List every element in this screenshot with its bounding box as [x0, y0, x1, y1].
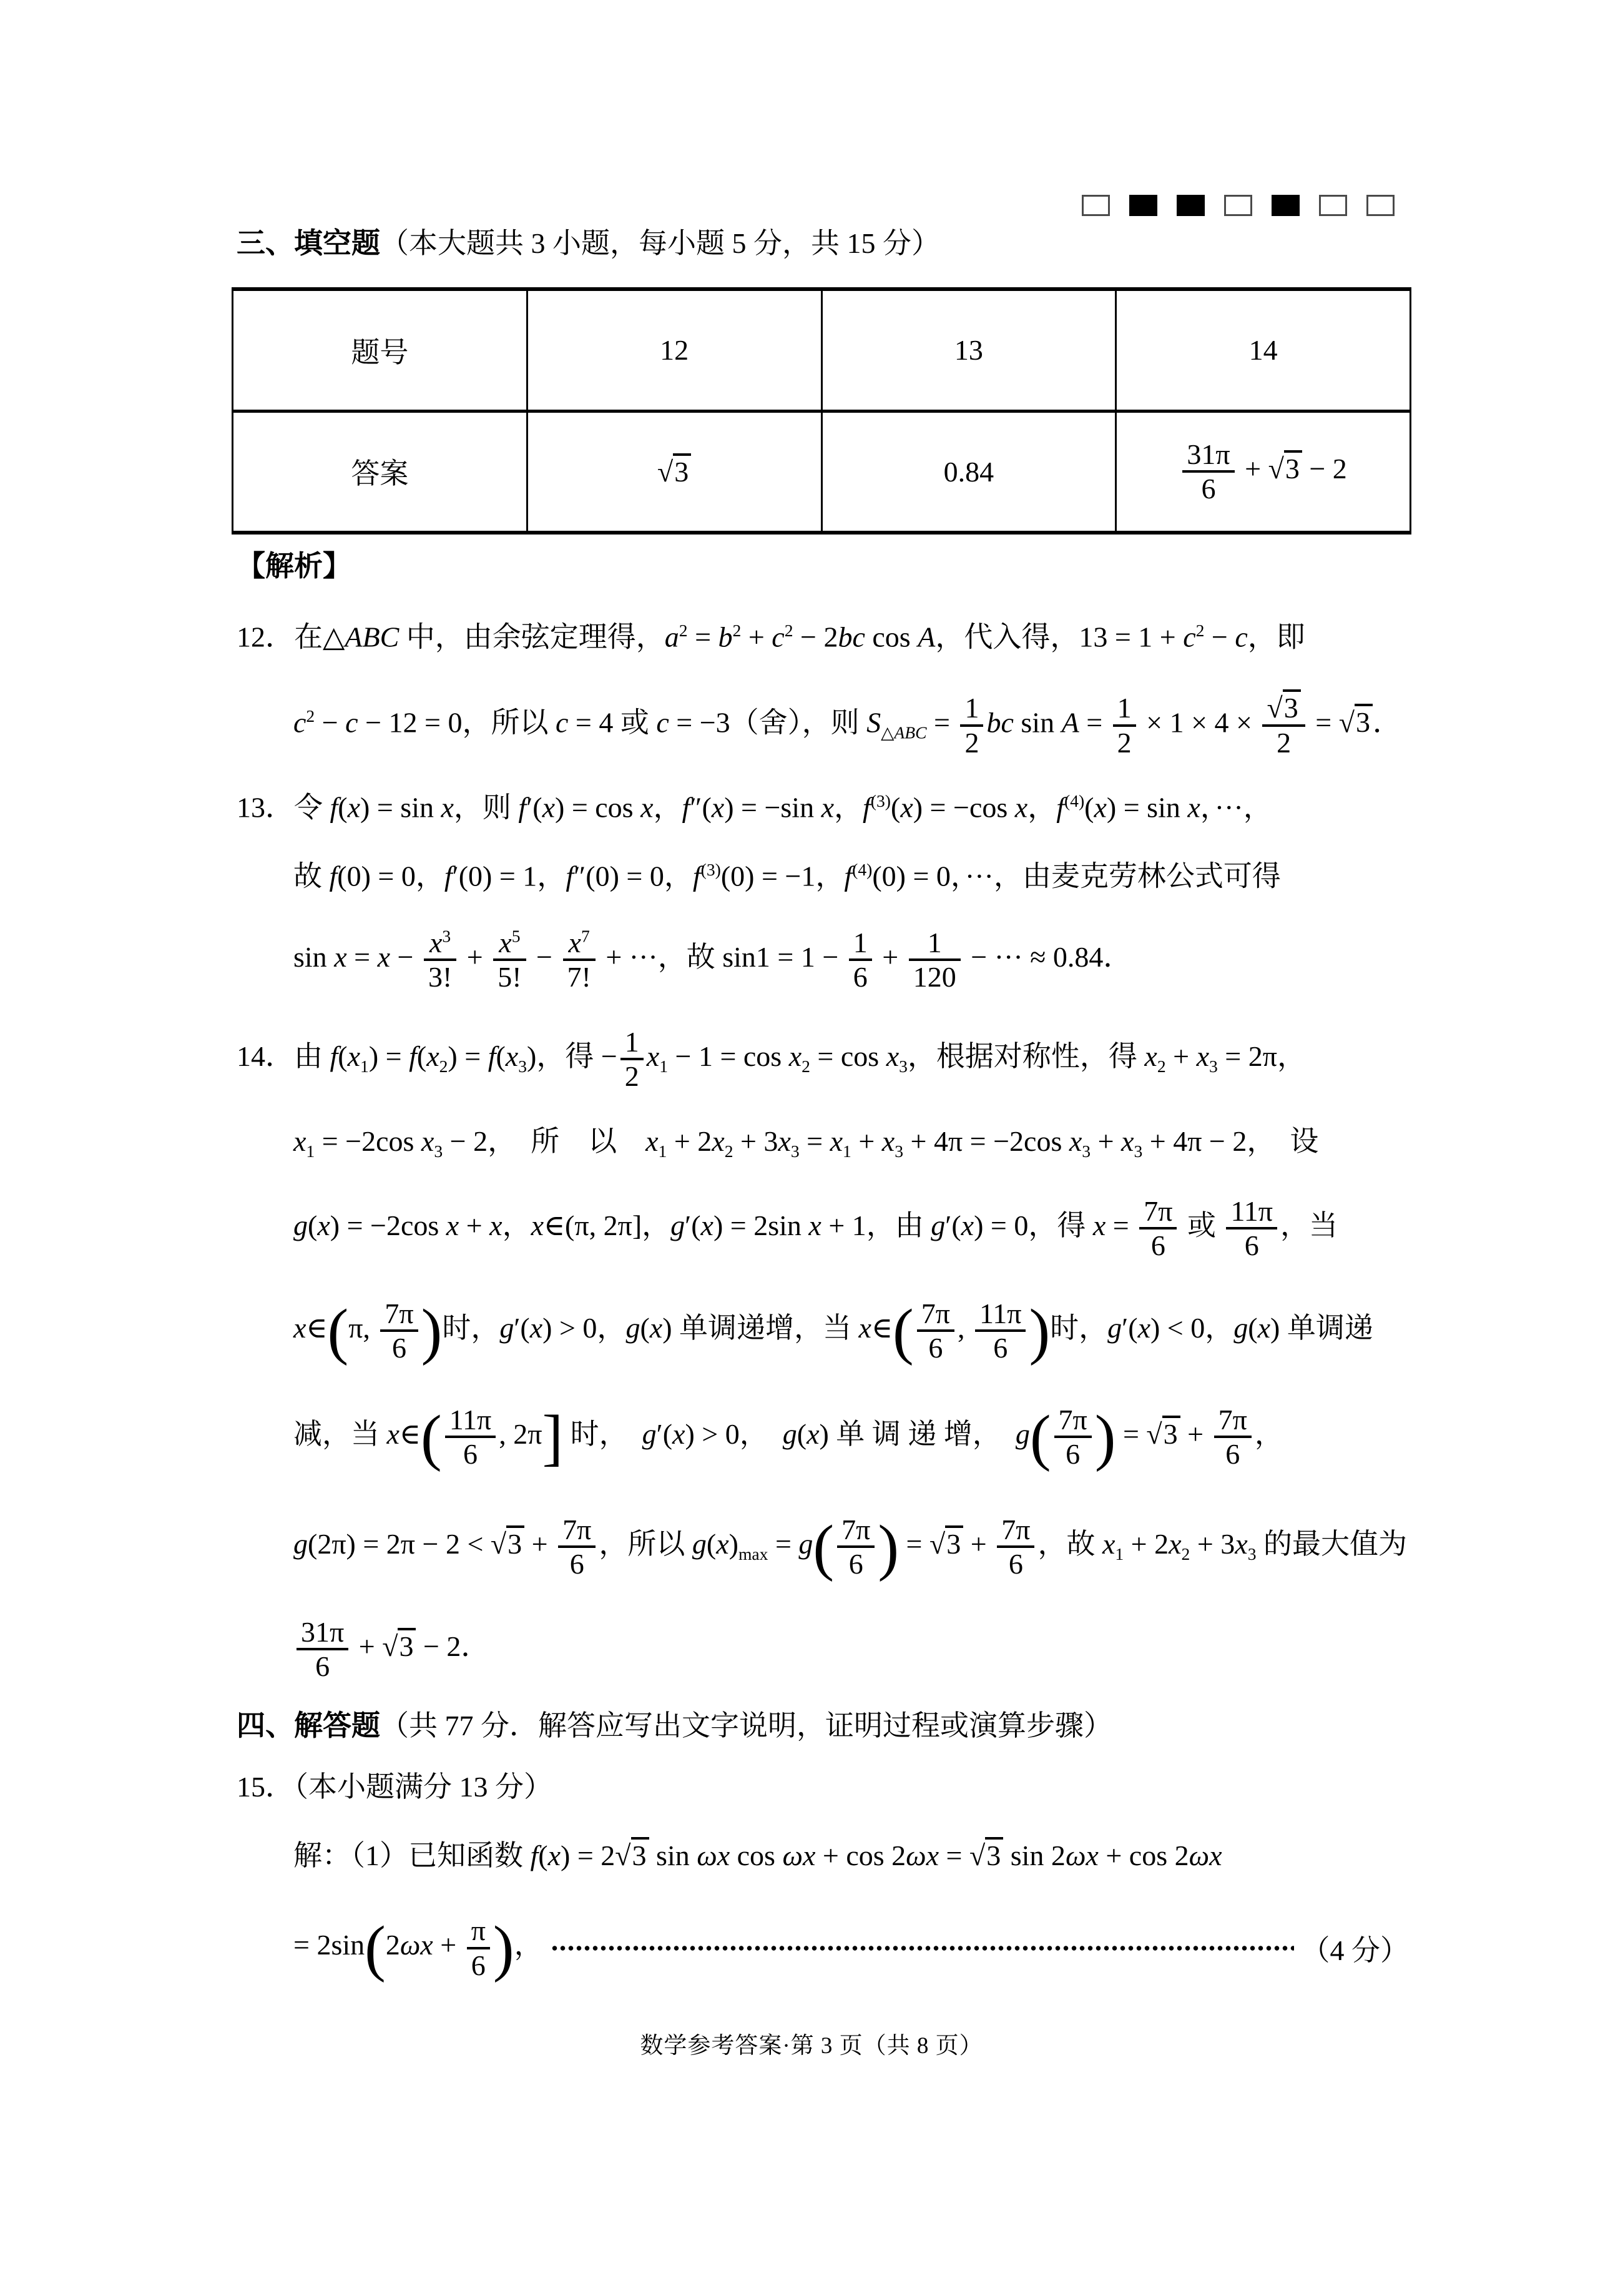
solution-13-line-3: sin x = x − $\frac{x^3}{3!}$ + $\frac{x^5}{5!}$ − $\frac{x^7}{7!}$ + ···，故 sin1 = 1 − $\frac{1}{6}$ + $\frac{1}{120}$ − ··· ≈ 0.84．: [293, 926, 1132, 993]
solution-15-line-2-formula: = 2sin(2ωx + $\frac{\pi}{6}$ )，: [293, 1913, 543, 1983]
table-cell-q14: 14: [1116, 289, 1411, 411]
analysis-label: 【解析】: [237, 550, 351, 582]
score-mark: （4 分）: [1301, 1934, 1409, 1966]
solution-14-line-3: g(x) = −2cos x + x，x∈(π, 2π]，g′(x) = 2sin x + 1，由 g′(x) = 0，得 x = $\frac{7\pi}{6}$ 或 $\frac{11\pi}{6}$ ，当: [293, 1195, 1338, 1262]
indicator-square: [1177, 195, 1205, 216]
section3-title-bold: 三、填空题: [237, 227, 380, 259]
solution-12-line-1: 12．在△ABC 中，由余弦定理得，$a^2 = b^2 + c^2 - 2bc$ cos A，代入得，$13 = 1 + c^2 - c$，即: [237, 621, 1305, 653]
section3-title: [237, 219, 940, 269]
table-answer-row: [233, 411, 1411, 533]
indicator-square: [1129, 195, 1157, 216]
solution-14-line-1: 14．由 $f(x_1) = f(x_2) = f(x_3)$，得 − $\frac{1}{2}$ $x_1 - 1 = \cos x_2 = \cos x_3$，根据对称性，得 $x_2 + x_3 = 2\pi$，: [237, 1025, 1306, 1093]
table-cell-answer-14: $\frac{31\pi}{6}$ + √3 − 2: [1116, 411, 1411, 533]
indicator-square: [1272, 195, 1300, 216]
table-header-row: [233, 289, 1411, 411]
table-cell-question-label: 题号: [233, 289, 527, 411]
table-cell-q12: 12: [527, 289, 821, 411]
indicator-square: [1224, 195, 1252, 216]
table-cell-answer-12: √3: [527, 411, 821, 533]
section4-title-bold: 四、解答题: [237, 1710, 380, 1742]
solution-12-line-2: $c^2 - c - 12 = 0$，所以 c = 4 或 c = −3（舍），则 $S_{\triangle ABC}$ = $\frac{1}{2}$ bc sin A = $\frac{1}{2}$ × 1 × 4 × $\frac{√3}{2}$ = √3．: [293, 669, 1401, 763]
solution-14-line-5: 减，当 x∈( $\frac{11\pi}{6}$ , 2π] 时， g′(x) > 0， g(x) 单 调 递 增， g( $\frac{7\pi}{6}$ ) = √3 + $\frac{7\pi}{6}$ ，: [293, 1402, 1283, 1472]
solution-13-line-1: 13．令 f(x) = sin x，则 f′(x) = cos x，f″(x) = −sin x，$f^{(3)}(x) = -\cos$ x，$f^{(4)}(x) = \sin x$，···，: [237, 791, 1272, 824]
solution-15-line-2: [293, 1889, 1409, 2008]
section4-title: [237, 1701, 1112, 1751]
page-footer: 数学参考答案·第 3 页（共 8 页）: [640, 2033, 983, 2059]
solution-13-line-2: 故 f(0) = 0，f′(0) = 1，f″(0) = 0，$f^{(3)}(0) = -1$，$f^{(4)}(0) = 0$，···，由麦克劳林公式可得: [293, 860, 1281, 892]
section4-title-rest: （共 77 分．解答应写出文字说明，证明过程或演算步骤）: [380, 1710, 1112, 1742]
table-cell-q13: 13: [821, 289, 1116, 411]
solution-14-line-2: $x_1 = -2\cos$ $x_3 - 2$， 所 以 $x_1 + 2x_2 + 3x_3 = x_1 + x_3 + 4\pi = -2\cos$ $x_3 + x_3 + 4\pi - 2$， 设: [293, 1125, 1319, 1161]
table-cell-answer-label: 答案: [233, 411, 527, 533]
indicator-square: [1366, 195, 1395, 216]
fill-blank-answer-table: [232, 287, 1411, 535]
indicator-square: [1319, 195, 1347, 216]
dotted-leader: [551, 1945, 1294, 1951]
section3-title-rest: （本大题共 3 小题，每小题 5 分，共 15 分）: [380, 227, 940, 259]
table-cell-answer-13: 0.84: [821, 411, 1116, 533]
solution-15-line-1: 解：（1）已知函数 f(x) = 2√3 sin ωx cos ωx + cos 2ωx = √3 sin 2ωx + cos 2ωx: [293, 1831, 1222, 1881]
page-indicator-marks: [1082, 195, 1395, 216]
solution-14-line-7: $\frac{31\pi}{6}$ + √3 − 2．: [293, 1600, 489, 1693]
question-15-heading: 15．（本小题满分 13 分）: [237, 1771, 552, 1803]
solution-14-line-6: g(2π) = 2π − 2 < √3 + $\frac{7\pi}{6}$ ，所以 $g(x)_{max} = g$( $\frac{7\pi}{6}$ ) = √3 + $\frac{7\pi}{6}$ ，故 $x_1 + 2x_2 + 3x_3$ 的最大值为: [293, 1512, 1407, 1582]
solution-14-line-4: x∈(π, $\frac{7\pi}{6}$ )时，g′(x) > 0，g(x) 单调递增，当 x∈( $\frac{7\pi}{6}$ , $\frac{11\pi}{6}$ )时，g′(x) < 0，g(x) 单调递: [293, 1296, 1373, 1366]
indicator-square: [1082, 195, 1110, 216]
